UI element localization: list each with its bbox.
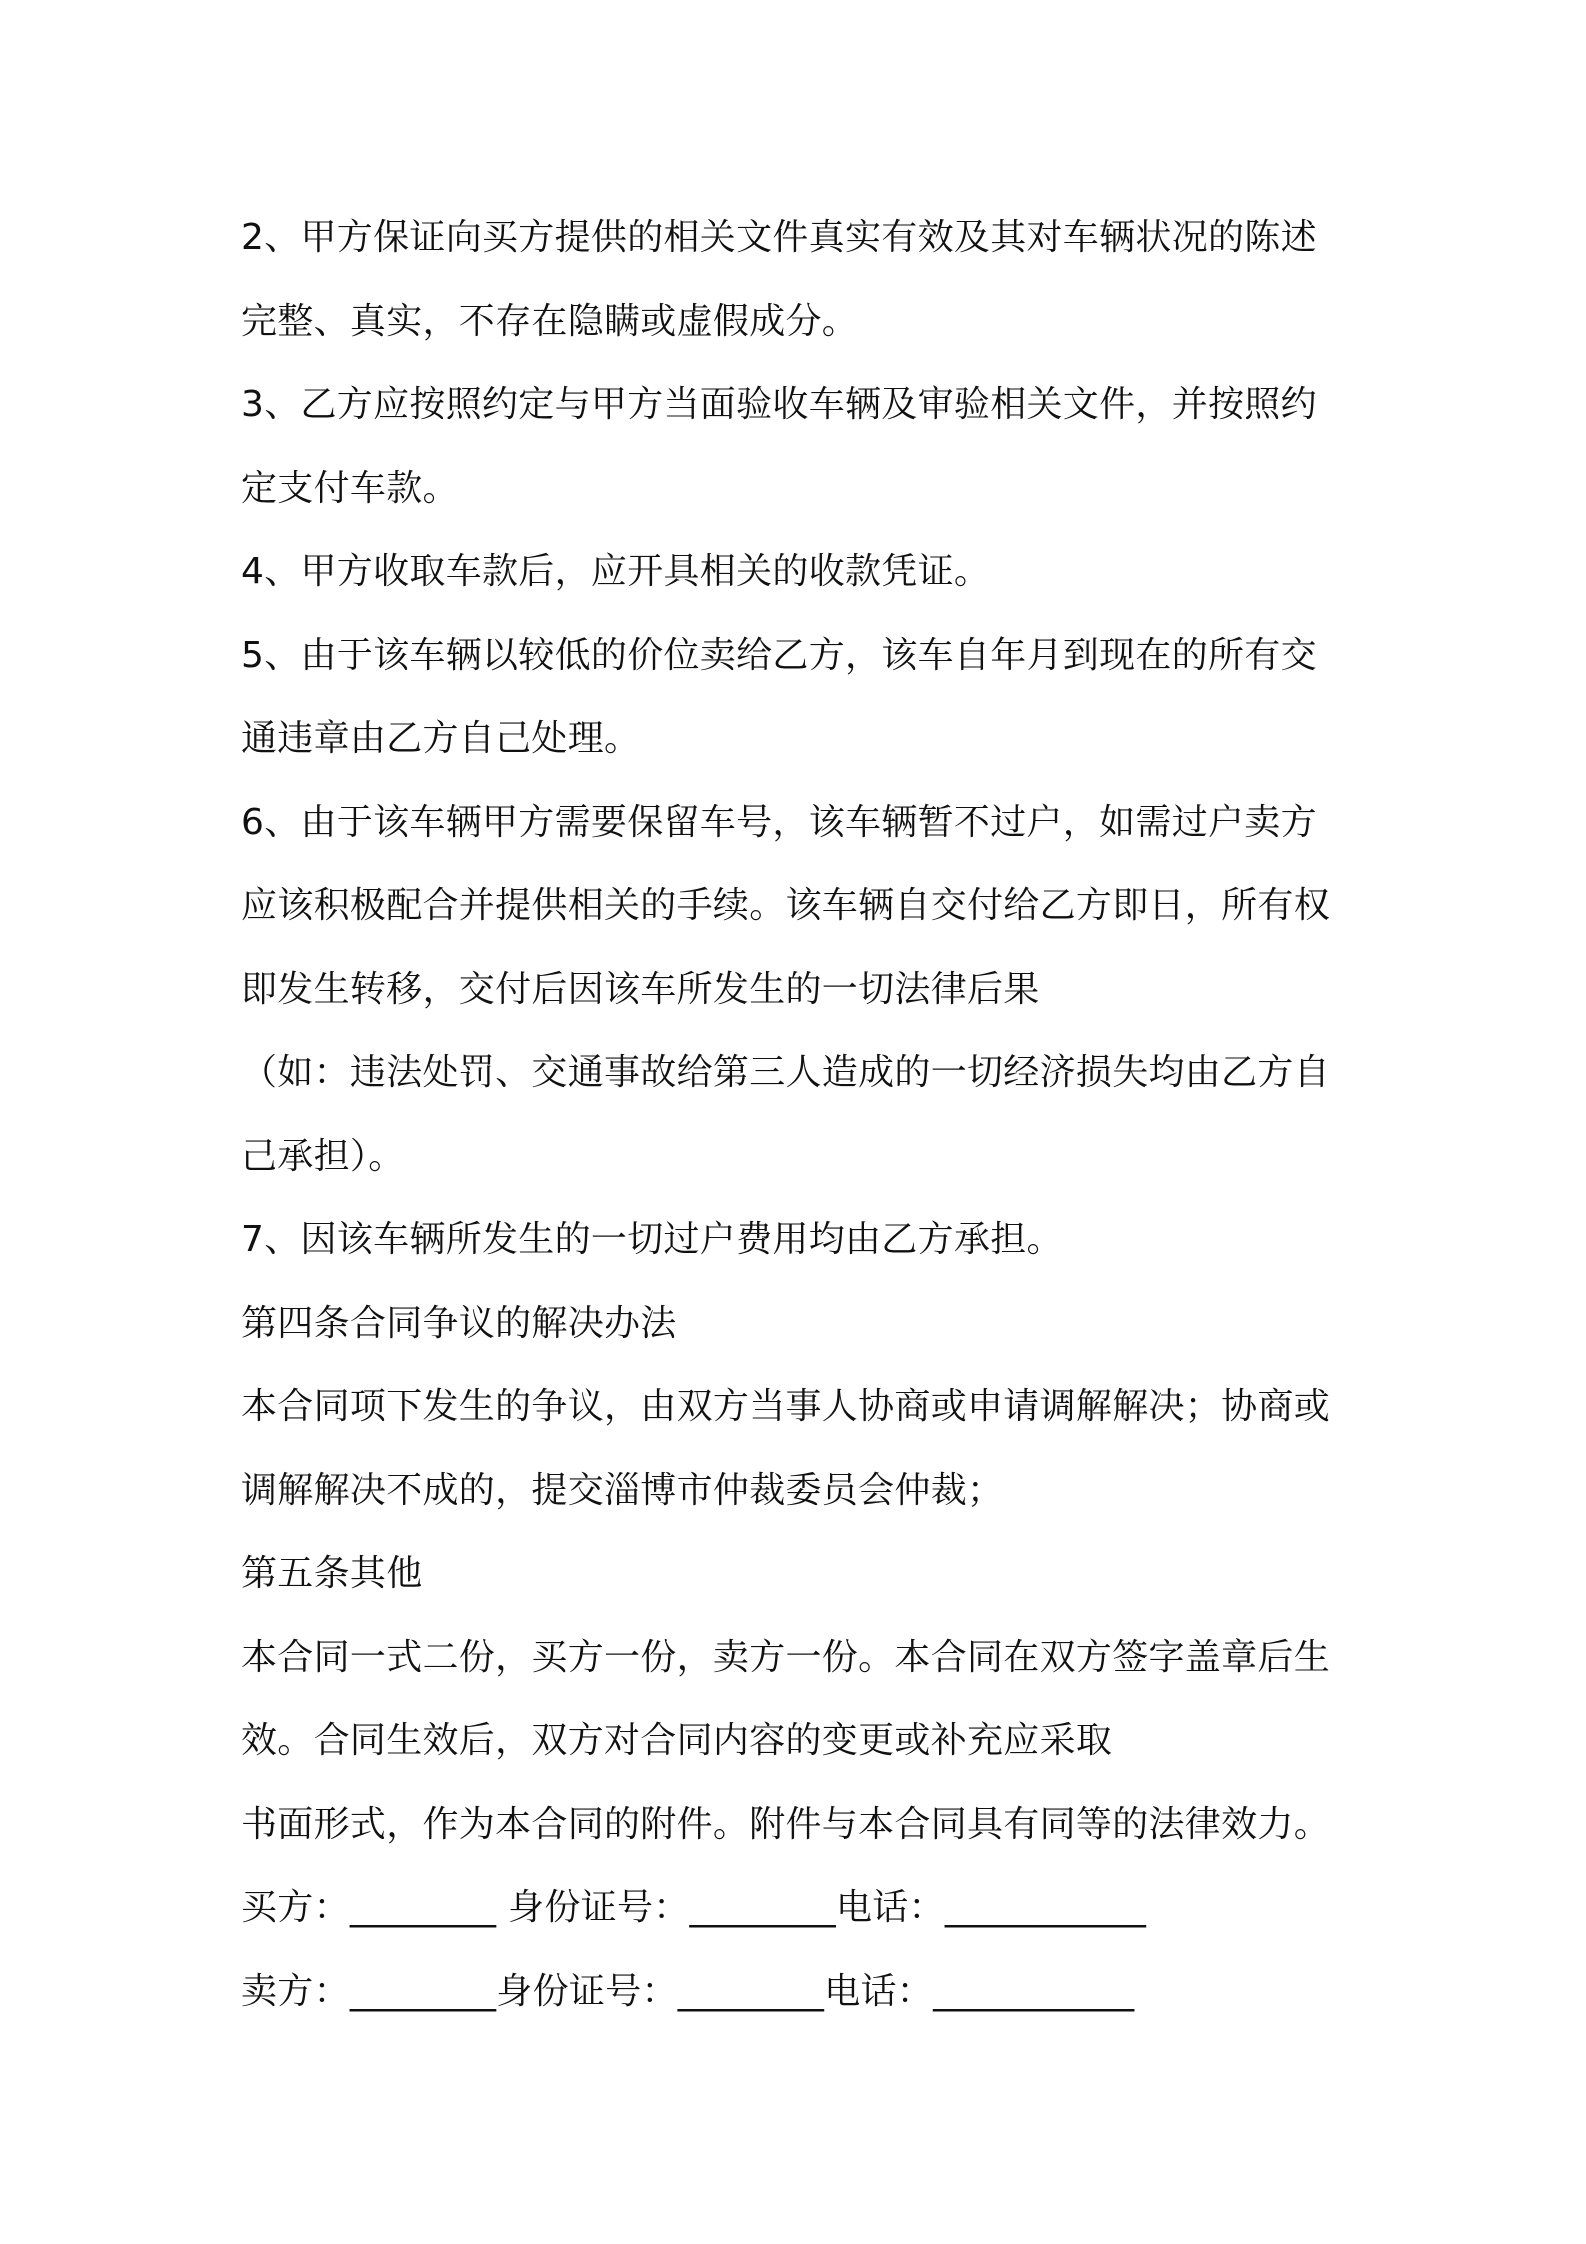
text-line: 己承担）。 (241, 1135, 405, 1177)
text-line: 3、乙方应按照约定与甲方当面验收车辆及审验相关文件，并按照约 (241, 384, 1317, 425)
buyer-signature-line: 买方：________ 身份证号：________电话：___________ (241, 1887, 1147, 1928)
text-line: 7、因该车辆所发生的一切过户费用均由乙方承担。 (241, 1219, 1063, 1260)
text-line: 应该积极配合并提供相关的手续。该车辆自交付给乙方即日，所有权 (241, 885, 1331, 926)
section-heading: 第五条其他 (241, 1553, 423, 1594)
text-line: 本合同项下发生的争议，由双方当事人协商或申请调解解决；协商或 (241, 1386, 1331, 1427)
seller-signature-line: 卖方：________身份证号：________电话：___________ (241, 1970, 1135, 2012)
text-line: 5、由于该车辆以较低的价位卖给乙方，该车自年月到现在的所有交 (241, 634, 1317, 676)
text-line: 完整、真实，不存在隐瞒或虚假成分。 (241, 300, 859, 342)
text-line: 效。合同生效后，双方对合同内容的变更或补充应采取 (241, 1720, 1113, 1761)
text-line: （如：违法处罚、交通事故给第三人造成的一切经济损失均由乙方自 (241, 1052, 1331, 1093)
text-line: 定支付车款。 (241, 467, 459, 509)
text-line: 书面形式，作为本合同的附件。附件与本合同具有同等的法律效力。 (241, 1803, 1331, 1845)
document-body (241, 196, 1356, 2033)
section-heading: 第四条合同争议的解决办法 (241, 1302, 677, 1344)
text-line: 2、甲方保证向买方提供的相关文件真实有效及其对车辆状况的陈述 (241, 217, 1317, 258)
text-line: 本合同一式二份，买方一份，卖方一份。本合同在双方签字盖章后生 (241, 1636, 1331, 1678)
text-line: 通违章由乙方自己处理。 (241, 718, 641, 759)
text-line: 调解解决不成的，提交淄博市仲裁委员会仲裁； (241, 1469, 1004, 1511)
text-line: 6、由于该车辆甲方需要保留车号，该车辆暂不过户，如需过户卖方 (241, 801, 1317, 843)
text-line: 4、甲方收取车款后，应开具相关的收款凭证。 (241, 551, 991, 592)
text-line: 即发生转移，交付后因该车所发生的一切法律后果 (241, 968, 1040, 1010)
